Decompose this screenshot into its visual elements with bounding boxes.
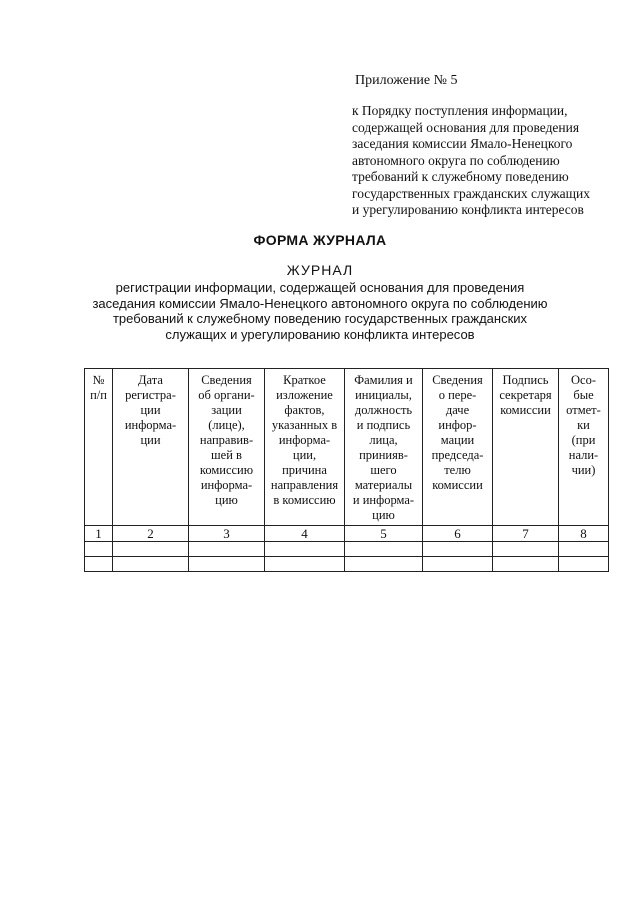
column-header-line: отмет- — [566, 403, 601, 417]
column-header — [423, 369, 493, 526]
column-header — [189, 369, 265, 526]
column-header-line: бые — [573, 388, 594, 402]
column-number: 6 — [423, 526, 493, 542]
appendix-title: Приложение № 5 — [355, 73, 458, 88]
column-header-line: в комиссию — [273, 493, 336, 507]
table-cell — [345, 557, 423, 572]
column-header-line: Подпись — [502, 373, 549, 387]
column-number: 8 — [559, 526, 609, 542]
column-header-line: Осо- — [571, 373, 596, 387]
column-header — [265, 369, 345, 526]
column-header-line: мации — [440, 433, 475, 447]
column-number: 5 — [345, 526, 423, 542]
column-header-line: об органи- — [198, 388, 255, 402]
column-header-line: зации — [211, 403, 242, 417]
table-cell — [189, 542, 265, 557]
appendix-line: содержащей основания для проведения — [352, 119, 580, 135]
column-header-line: Дата — [138, 373, 163, 387]
table-header-row — [85, 369, 609, 526]
column-number: 1 — [85, 526, 113, 542]
appendix-line: государственных гражданских служащих — [352, 185, 591, 201]
column-header-line: информа- — [124, 418, 177, 432]
column-header — [559, 369, 609, 526]
table-cell — [85, 557, 113, 572]
table-cell — [113, 542, 189, 557]
journal-subtitle-line: регистрации информации, содержащей основания для проведения — [115, 280, 525, 295]
column-header — [493, 369, 559, 526]
journal-subtitle-line: заседания комиссии Ямало-Ненецкого автономного округа по соблюдению — [92, 295, 548, 311]
table-row — [85, 557, 609, 572]
appendix-line: и урегулированию конфликта интересов — [352, 202, 584, 217]
column-header-line: № — [92, 373, 105, 387]
column-header — [113, 369, 189, 526]
table-cell — [559, 542, 609, 557]
column-header-line: и подпись — [356, 418, 411, 432]
journal-subtitle-line: служащих и урегулированию конфликта интересов — [165, 326, 475, 342]
column-header-line: шего — [370, 463, 397, 477]
column-header-line: цию — [372, 508, 395, 522]
column-header-line: ции — [140, 403, 161, 417]
column-header-line: направив- — [199, 433, 254, 447]
table-cell — [265, 542, 345, 557]
journal-title: ЖУРНАЛ — [286, 262, 354, 278]
column-header-line: (лице), — [208, 418, 245, 432]
column-number: 7 — [493, 526, 559, 542]
table-row — [85, 542, 609, 557]
column-header-line: лица, — [369, 433, 398, 447]
column-header-line: должность — [354, 403, 413, 417]
table-cell — [423, 542, 493, 557]
column-header-line: ки — [577, 418, 590, 432]
table-cell — [345, 542, 423, 557]
column-number: 2 — [113, 526, 189, 542]
column-header-line: информа- — [278, 433, 331, 447]
column-header-line: п/п — [90, 388, 107, 402]
journal-subtitle — [0, 280, 640, 342]
column-header-line: Фамилия и — [354, 373, 413, 387]
form-title: ФОРМА ЖУРНАЛА — [253, 232, 387, 248]
column-header-line: информа- — [200, 478, 253, 492]
column-header-line: инициалы, — [355, 388, 412, 402]
column-number: 3 — [189, 526, 265, 542]
column-header-line: материалы — [354, 478, 413, 492]
column-header-line: причина — [282, 463, 327, 477]
column-header-line: секретаря — [499, 388, 552, 402]
column-header-line: принияв- — [359, 448, 408, 462]
column-header-line: комиссию — [199, 463, 254, 477]
column-header-line: шей в — [211, 448, 242, 462]
appendix-line: заседания комиссии Ямало-Ненецкого — [352, 136, 573, 151]
appendix-text — [352, 103, 602, 219]
column-header-line: телю — [444, 463, 471, 477]
column-header-line: Краткое — [283, 373, 326, 387]
column-header-line: фактов, — [284, 403, 325, 417]
column-header-line: регистра- — [125, 388, 176, 402]
column-header-line: Сведения — [201, 373, 252, 387]
column-header-line: чии) — [571, 463, 596, 477]
column-header-line: указанных в — [271, 418, 338, 432]
table-cell — [189, 557, 265, 572]
column-header-line: ции — [140, 433, 161, 447]
table-cell — [559, 557, 609, 572]
table-cell — [265, 557, 345, 572]
appendix-line: автономного округа по соблюдению — [352, 152, 560, 168]
appendix-line: к Порядку поступления информации, — [352, 103, 568, 118]
journal-subtitle-line: требований к служебному поведению государственных гражданских — [112, 311, 528, 326]
column-header-line: нали- — [568, 448, 599, 462]
column-header-line: инфор- — [438, 418, 477, 432]
column-header-line: (при — [571, 433, 596, 447]
column-header-line: даче — [445, 403, 470, 417]
appendix-line: требований к служебному поведению — [352, 169, 569, 184]
table-cell — [85, 542, 113, 557]
table-cell — [423, 557, 493, 572]
journal-table — [84, 368, 609, 572]
column-header — [85, 369, 113, 526]
column-header-line: Сведения — [432, 373, 483, 387]
column-header-line: комиссии — [432, 478, 483, 492]
column-header-line: комиссии — [500, 403, 551, 417]
column-header — [345, 369, 423, 526]
table-cell — [493, 542, 559, 557]
column-header-line: направления — [270, 478, 339, 492]
table-cell — [493, 557, 559, 572]
column-number: 4 — [265, 526, 345, 542]
column-header-line: и информа- — [352, 493, 415, 507]
table-cell — [113, 557, 189, 572]
column-header-line: цию — [215, 493, 238, 507]
table-number-row — [85, 526, 609, 542]
column-header-line: изложение — [276, 388, 333, 402]
column-header-line: ции, — [292, 448, 317, 462]
column-header-line: о пере- — [438, 388, 477, 402]
column-header-line: председа- — [431, 448, 484, 462]
